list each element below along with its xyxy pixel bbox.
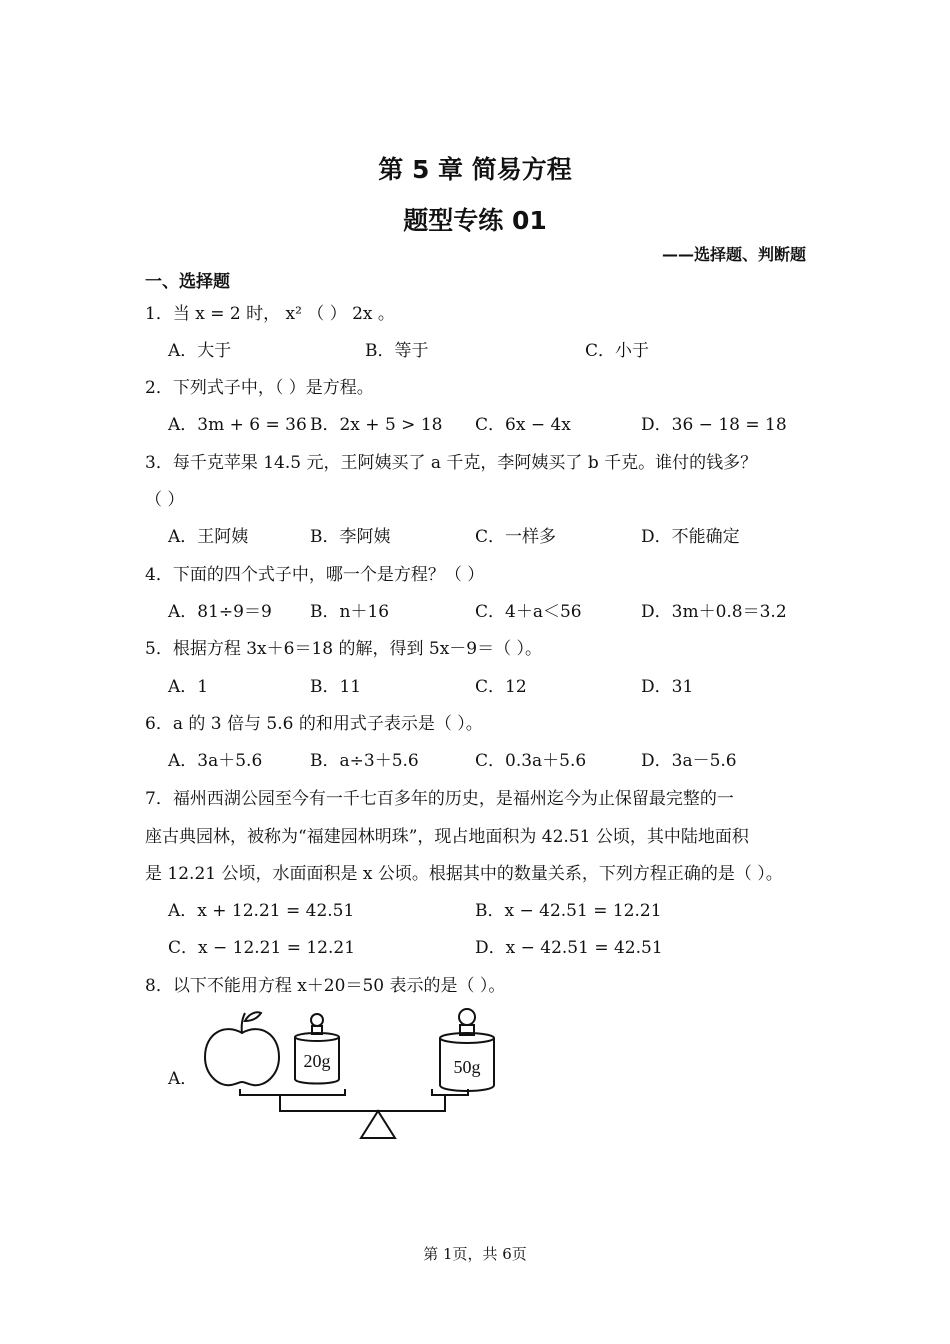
question-4-option-d: D．3m＋0.8＝3.2 [641, 602, 787, 622]
question-3-option-b: B．李阿姨 [310, 527, 391, 547]
question-type-tag: ——选择题、判断题 [661, 245, 806, 264]
question-1-stem: 1．当 x = 2 时， x² （ ） 2x 。 [145, 304, 395, 324]
question-1-option-a: A．大于 [168, 341, 232, 361]
question-7-stem-line3: 是 12.21 公顷，水面面积是 x 公顷。根据其中的数量关系，下列方程正确的是（ ）。 [145, 864, 783, 884]
weight-20g-icon [295, 1014, 339, 1084]
question-4-option-a: A．81÷9＝9 [168, 602, 272, 622]
question-5-option-b: B．11 [310, 677, 362, 697]
question-2-stem: 2．下列式子中，（ ）是方程。 [145, 378, 374, 398]
question-5-stem: 5．根据方程 3x＋6＝18 的解，得到 5x－9＝（ ）。 [145, 639, 543, 659]
question-7-option-b: B．x − 42.51 = 12.21 [475, 901, 662, 921]
question-2-option-c: C．6x − 4x [475, 415, 571, 435]
question-2-option-d: D．36 − 18 = 18 [641, 415, 787, 435]
question-8-option-a: A． [168, 1069, 198, 1089]
question-8-stem: 8．以下不能用方程 x＋20＝50 表示的是（ ）。 [145, 976, 506, 996]
question-6-option-c: C．0.3a＋5.6 [475, 751, 587, 771]
section-heading: 一、选择题 [145, 272, 230, 292]
question-3-option-d: D．不能确定 [641, 527, 740, 547]
question-1-option-b: B．等于 [365, 341, 429, 361]
practice-subtitle: 题型专练 01 [403, 206, 547, 235]
question-7-option-d: D．x − 42.51 = 42.51 [475, 938, 663, 958]
chapter-title: 第 5 章 简易方程 [378, 155, 572, 184]
question-3-stem: 3．每千克苹果 14.5 元，王阿姨买了 a 千克，李阿姨买了 b 千克。谁付的钱多？ [145, 453, 758, 473]
page-footer: 第 1页，共 6页 [423, 1245, 527, 1263]
question-6-option-b: B．a÷3＋5.6 [310, 751, 419, 771]
question-4-stem: 4．下面的四个式子中，哪一个是方程？（ ） [145, 565, 485, 585]
question-6-option-d: D．3a－5.6 [641, 751, 737, 771]
question-7-stem: 7．福州西湖公园至今有一千七百多年的历史，是福州迄今为止保留最完整的一 [145, 789, 734, 809]
question-6-stem: 6．a 的 3 倍与 5.6 的和用式子表示是（ ）。 [145, 714, 483, 734]
question-5-option-c: C．12 [475, 677, 527, 697]
right-weight-label: 50g [453, 1057, 481, 1077]
question-2-option-a: A．3m + 6 = 36 [168, 415, 307, 435]
weight-50g-icon [440, 1009, 494, 1091]
question-3-option-a: A．王阿姨 [168, 527, 249, 547]
question-3-option-c: C．一样多 [475, 527, 557, 547]
question-7-stem-line2: 座古典园林，被称为“福建园林明珠”，现占地面积为 42.51 公顷，其中陆地面积 [145, 827, 749, 847]
question-4-option-b: B．n＋16 [310, 602, 390, 622]
question-7-option-c: C．x − 12.21 = 12.21 [168, 938, 356, 958]
apple-icon [205, 1012, 279, 1085]
question-7-option-a: A．x + 12.21 = 42.51 [168, 901, 355, 921]
question-6-option-a: A．3a＋5.6 [168, 751, 263, 771]
question-3-stem-line2: （ ） [145, 490, 185, 510]
question-5-option-d: D．31 [641, 677, 694, 697]
left-weight-label: 20g [303, 1051, 331, 1071]
scale-beam [240, 1089, 468, 1138]
question-2-option-b: B．2x + 5 > 18 [310, 415, 443, 435]
balance-scale-figure [195, 1005, 525, 1145]
question-4-option-c: C．4＋a＜56 [475, 602, 582, 622]
question-5-option-a: A．1 [168, 677, 209, 697]
question-1-option-c: C．小于 [585, 341, 650, 361]
